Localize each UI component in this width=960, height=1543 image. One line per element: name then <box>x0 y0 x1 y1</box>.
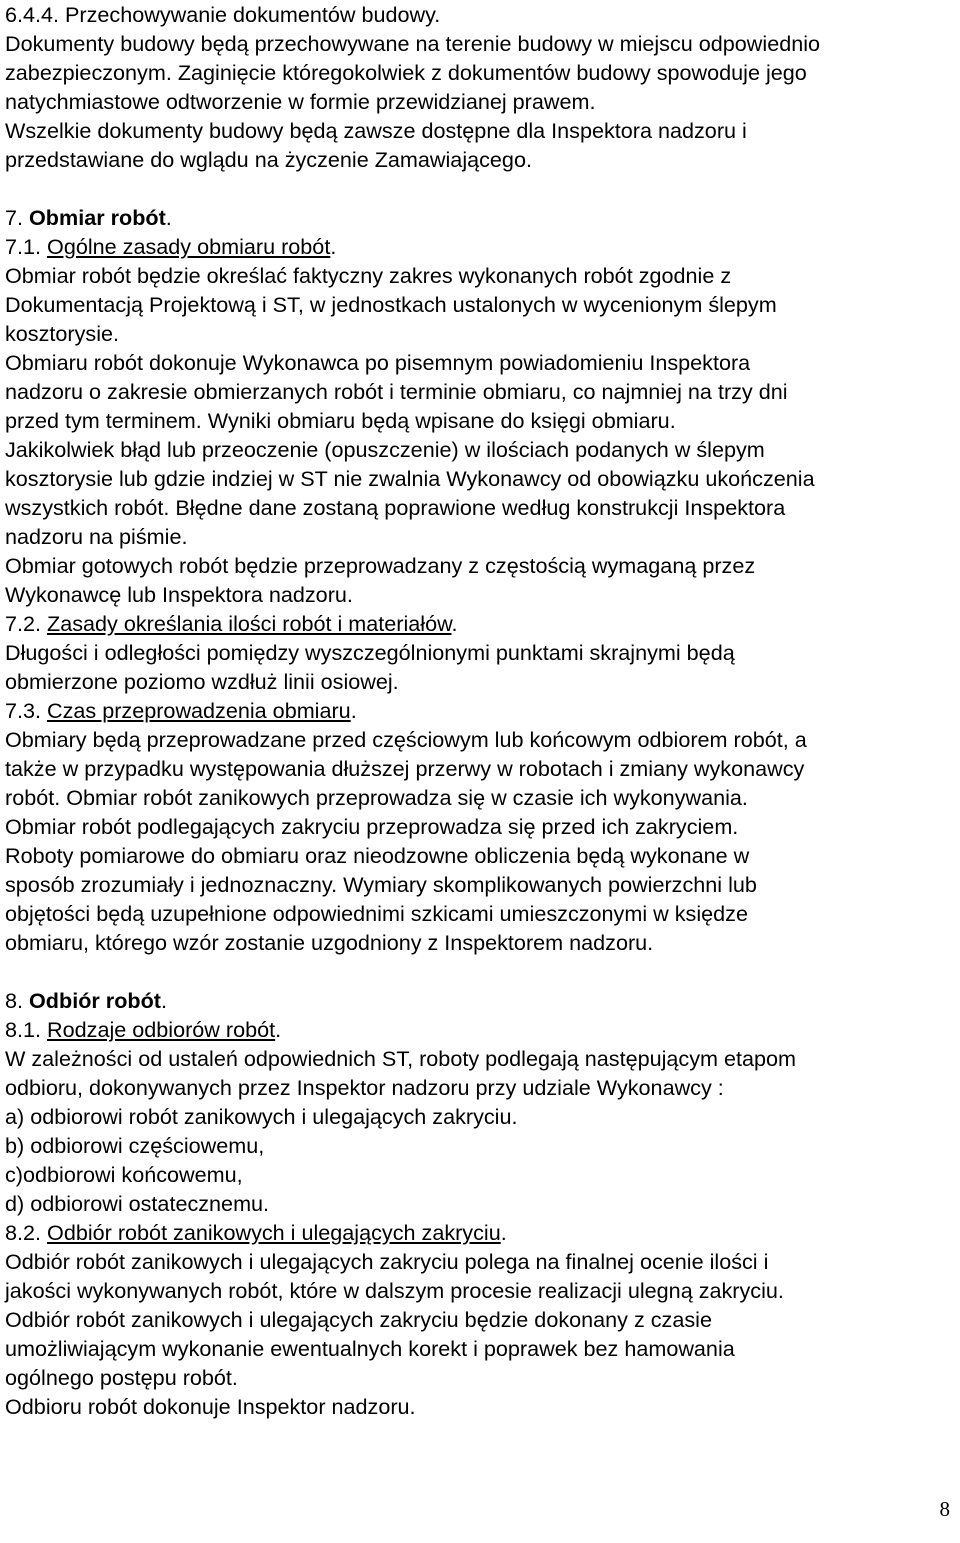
paragraph-line: umożliwiającym wykonanie ewentualnych korekt i poprawek bez hamowania <box>5 1336 735 1361</box>
paragraph-line: ogólnego postępu robót. <box>5 1365 238 1390</box>
section-7-3-title: Czas przeprowadzenia obmiaru <box>47 698 351 723</box>
paragraph-line: przed tym terminem. Wyniki obmiaru będą wpisane do księgi obmiaru. <box>5 408 676 433</box>
section-7-1-heading: 7.1. Ogólne zasady obmiaru robót. <box>5 234 337 259</box>
paragraph-line: zabezpieczonym. Zaginięcie któregokolwiek z dokumentów budowy spowoduje jego <box>5 60 807 85</box>
section-8-heading: 8. Odbiór robót. <box>5 988 167 1013</box>
paragraph-line: kosztorysie lub gdzie indziej w ST nie zwalnia Wykonawcy od obowiązku ukończenia <box>5 466 815 491</box>
paragraph-line: Obmiaru robót dokonuje Wykonawca po pisemnym powiadomieniu Inspektora <box>5 350 751 375</box>
paragraph-line: Roboty pomiarowe do obmiaru oraz nieodzowne obliczenia będą wykonane w <box>5 843 750 868</box>
paragraph-line: obmiaru, którego wzór zostanie uzgodniony z Inspektorem nadzoru. <box>5 930 654 955</box>
section-8-title: Odbiór robót <box>29 988 161 1013</box>
list-item: a) odbiorowi robót zanikowych i ulegających zakryciu. <box>5 1104 518 1129</box>
paragraph-line: Wszelkie dokumenty budowy będą zawsze dostępne dla Inspektora nadzoru i <box>5 118 747 143</box>
section-8-2-title: Odbiór robót zanikowych i ulegających zakryciu <box>47 1220 501 1245</box>
paragraph-line: Dokumenty budowy będą przechowywane na terenie budowy w miejscu odpowiednio <box>5 31 821 56</box>
section-7-heading: 7. Obmiar robót. <box>5 205 172 230</box>
paragraph-line: robót. Obmiar robót zanikowych przeprowadza się w czasie ich wykonywania. <box>5 785 748 810</box>
paragraph-line: natychmiastowe odtworzenie w formie przewidzianej prawem. <box>5 89 596 114</box>
section-7-3-heading: 7.3. Czas przeprowadzenia obmiaru. <box>5 698 357 723</box>
paragraph-line: Obmiar gotowych robót będzie przeprowadzany z częstością wymaganą przez <box>5 553 756 578</box>
paragraph-line: W zależności od ustaleń odpowiednich ST, roboty podlegają następującym etapom <box>5 1046 797 1071</box>
section-7-2-heading: 7.2. Zasady określania ilości robót i materiałów. <box>5 611 458 636</box>
paragraph-line: Dokumentacją Projektową i ST, w jednostkach ustalonych w wycenionym ślepym <box>5 292 777 317</box>
section-7-1-title: Ogólne zasady obmiaru robót <box>47 234 331 259</box>
paragraph-line: Jakikolwiek błąd lub przeoczenie (opuszczenie) w ilościach podanych w ślepym <box>5 437 765 462</box>
paragraph-line: objętości będą uzupełnione odpowiednimi szkicami umieszczonymi w księdze <box>5 901 748 926</box>
paragraph-line: Odbiór robót zanikowych i ulegających zakryciu będzie dokonany z czasie <box>5 1307 712 1332</box>
paragraph-line: nadzoru o zakresie obmierzanych robót i terminie obmiaru, co najmniej na trzy dni <box>5 379 788 404</box>
paragraph-line: Wykonawcę lub Inspektora nadzoru. <box>5 582 353 607</box>
paragraph-line: odbioru, dokonywanych przez Inspektor nadzoru przy udziale Wykonawcy : <box>5 1075 724 1100</box>
paragraph-line: nadzoru na piśmie. <box>5 524 188 549</box>
list-item: d) odbiorowi ostatecznemu. <box>5 1191 270 1216</box>
spacer <box>5 957 955 986</box>
section-7-2-title: Zasady określania ilości robót i materiałów <box>47 611 452 636</box>
section-8-1-heading: 8.1. Rodzaje odbiorów robót. <box>5 1017 282 1042</box>
paragraph-line: także w przypadku występowania dłuższej przerwy w robotach i zmiany wykonawcy <box>5 756 805 781</box>
paragraph-line: wszystkich robót. Błędne dane zostaną poprawione według konstrukcji Inspektora <box>5 495 786 520</box>
paragraph-line: jakości wykonywanych robót, które w dalszym procesie realizacji ulegną zakryciu. <box>5 1278 784 1303</box>
paragraph-line: Długości i odległości pomiędzy wyszczególnionymi punktami skrajnymi będą <box>5 640 735 665</box>
document-page <box>5 0 955 1421</box>
paragraph-line: sposób zrozumiały i jednoznaczny. Wymiary skomplikowanych powierzchni lub <box>5 872 757 897</box>
paragraph-line: Obmiary będą przeprowadzane przed częściowym lub końcowym odbiorem robót, a <box>5 727 807 752</box>
paragraph-line: Obmiar robót podlegających zakryciu przeprowadza się przed ich zakryciem. <box>5 814 739 839</box>
page-number: 8 <box>939 1497 950 1521</box>
paragraph-line: Obmiar robót będzie określać faktyczny zakres wykonanych robót zgodnie z <box>5 263 732 288</box>
list-item: b) odbiorowi częściowemu, <box>5 1133 265 1158</box>
section-7-title: Obmiar robót <box>29 205 166 230</box>
paragraph-line: obmierzone poziomo wzdłuż linii osiowej. <box>5 669 399 694</box>
section-8-2-heading: 8.2. Odbiór robót zanikowych i ulegających zakryciu. <box>5 1220 507 1245</box>
spacer <box>5 174 955 203</box>
paragraph-line: Odbiór robót zanikowych i ulegających zakryciu polega na finalnej ocenie ilości i <box>5 1249 769 1274</box>
paragraph-line: przedstawiane do wglądu na życzenie Zamawiającego. <box>5 147 532 172</box>
section-6-4-4-heading: 6.4.4. Przechowywanie dokumentów budowy. <box>5 2 441 27</box>
list-item: c)odbiorowi końcowemu, <box>5 1162 243 1187</box>
paragraph-line: Odbioru robót dokonuje Inspektor nadzoru. <box>5 1394 416 1419</box>
section-8-1-title: Rodzaje odbiorów robót <box>47 1017 276 1042</box>
paragraph-line: kosztorysie. <box>5 321 119 346</box>
